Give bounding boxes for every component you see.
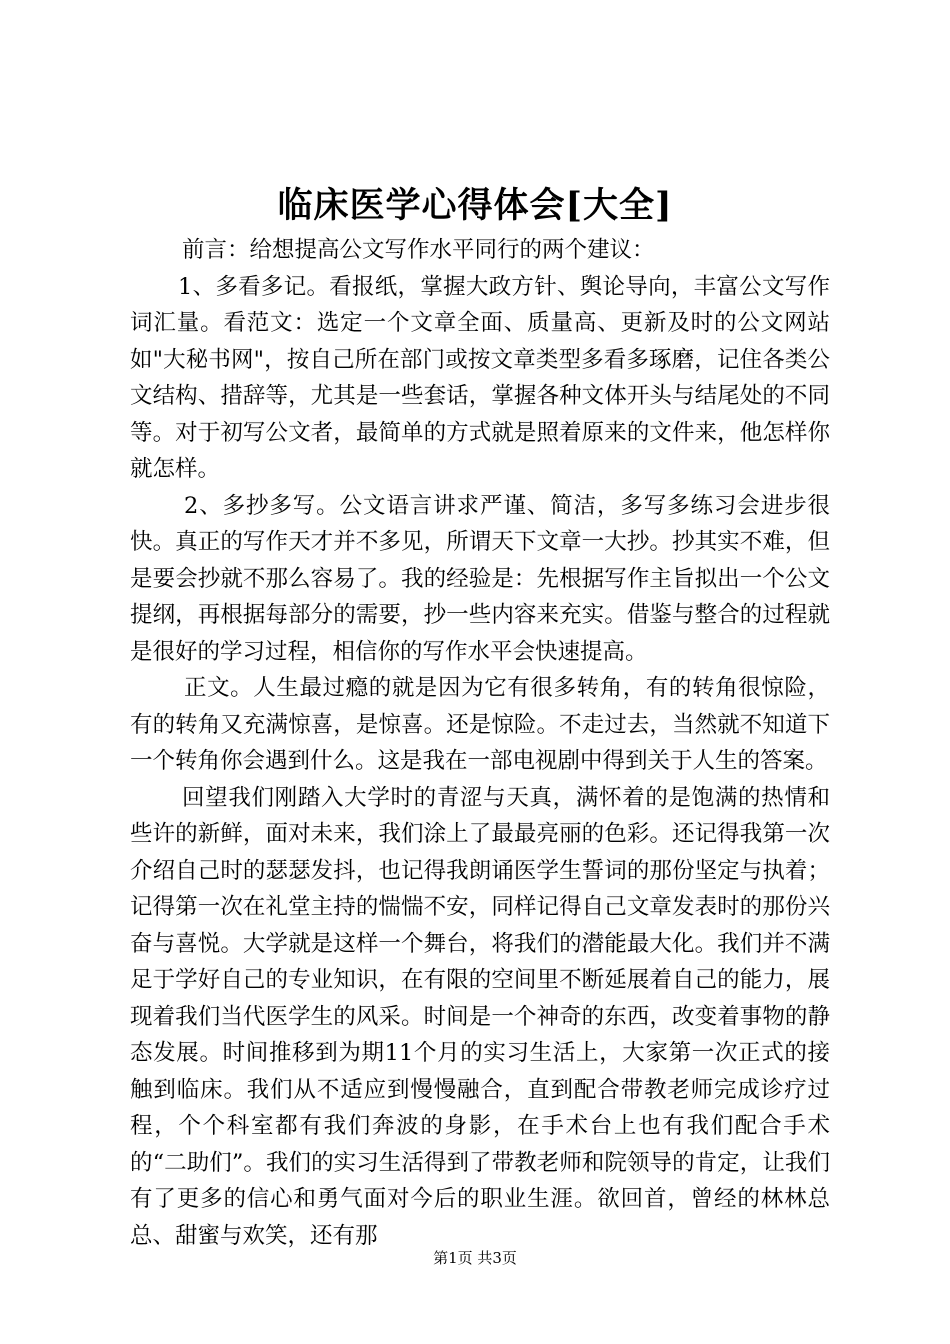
preface-paragraph: 前言：给想提高公文写作水平同行的两个建议： [182,237,655,263]
tip-two-paragraph: 2、多抄多写。公文语言讲求严谨、简洁，多写多练习会进步很快。真正的写作天才并不多见，所谓天下文章一大抄。抄其实不难，但是要会抄就不那么容易了。我的经验是：先根据写作主旨拟出一个公文提纲，再根据每部分的需要，抄一些内容来充实。借鉴与整合的过程就是很好的学习过程，相信你的写作水平会快速提高。 [130,492,830,665]
document-title: 临床医学心得体会[大全] [277,185,673,226]
tip-one-paragraph: 1、多看多记。看报纸，掌握大政方针、舆论导向，丰富公文写作词汇量。看范文：选定一个文章全面、质量高、更新及时的公文网站如"大秘书网"，按自己所在部门或按文章类型多看多琢磨，记住各类公文结构、措辞等，尤其是一些套话，掌握各种文体开头与结尾处的不同等。对于初写公文者，最简单的方式就是照着原来的文件来，他怎样你就怎样。 [130,273,830,482]
main-text-intro-paragraph: 正文。人生最过瘾的就是因为它有很多转角，有的转角很惊险，有的转角又充满惊喜，是惊喜。还是惊险。不走过去，当然就不知道下一个转角你会遇到什么。这是我在一部电视剧中得到关于人生的答案。 [130,675,830,774]
page-number-footer: 第1页 共3页 [433,1249,517,1267]
reflection-paragraph: 回望我们刚踏入大学时的青涩与天真，满怀着的是饱满的热情和些许的新鲜，面对未来，我们涂上了最最亮丽的色彩。还记得我第一次介绍自己时的瑟瑟发抖，也记得我朗诵医学生誓词的那份坚定与执着；记得第一次在礼堂主持的惴惴不安，同样记得自己文章发表时的那份兴奋与喜悦。大学就是这样一个舞台，将我们的潜能最大化。我们并不满足于学好自己的专业知识，在有限的空间里不断延展着自己的能力，展现着我们当代医学生的风采。时间是一个神奇的东西，改变着事物的静态发展。时间推移到为期11个月的实习生活上，大家第一次正式的接触到临床。我们从不适应到慢慢融合，直到配合带教老师完成诊疗过程，个个科室都有我们奔波的身影，在手术台上也有我们配合手术的“二助们”。我们的实习生活得到了带教老师和院领导的肯定，让我们有了更多的信心和勇气面对今后的职业生涯。欲回首，曾经的林林总总、甜蜜与欢笑，还有那 [130,784,830,1249]
document-body [130,232,830,1254]
